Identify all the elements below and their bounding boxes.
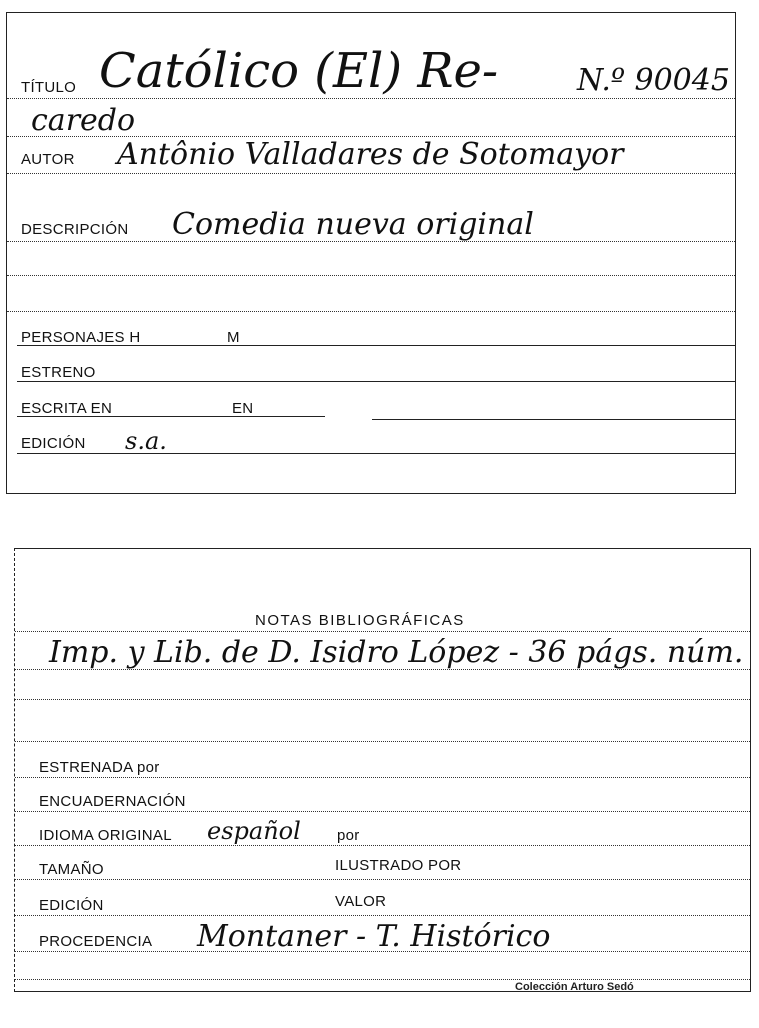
rule <box>7 311 735 312</box>
rule <box>15 811 750 812</box>
edicion-label: EDICIÓN <box>21 435 86 452</box>
rule <box>15 879 750 880</box>
rule <box>15 631 750 632</box>
autor-label: AUTOR <box>21 151 75 168</box>
rule <box>15 845 750 846</box>
tamano-label: TAMAÑO <box>39 861 104 878</box>
autor-value: Antônio Valladares de Sotomayor <box>117 137 624 172</box>
idioma-value: español <box>207 817 301 845</box>
en-label: EN <box>232 400 254 417</box>
collection-footer: Colección Arturo Sedó <box>515 981 634 993</box>
edicion-value: s.a. <box>125 427 167 455</box>
por-label: por <box>337 827 360 844</box>
titulo-label: TÍTULO <box>21 79 77 96</box>
rule <box>15 777 750 778</box>
escrita-en-label: ESCRITA EN <box>21 400 113 417</box>
procedencia-value: Montaner - T. Histórico <box>197 919 551 954</box>
descripcion-value: Comedia nueva original <box>172 207 534 242</box>
rule <box>15 669 750 670</box>
edicion-label-2: EDICIÓN <box>39 897 104 914</box>
rule <box>15 741 750 742</box>
titulo-continuation: caredo <box>31 103 136 138</box>
idioma-label: IDIOMA ORIGINAL <box>39 827 172 844</box>
estrenada-label: ESTRENADA por <box>39 759 160 776</box>
titulo-value: Católico (El) Re- <box>99 43 499 99</box>
personajes-m-label: M <box>227 329 240 346</box>
valor-label: VALOR <box>335 893 387 910</box>
encuadernacion-label: ENCUADERNACIÓN <box>39 793 186 810</box>
personajes-h-label: PERSONAJES H <box>21 329 141 346</box>
ilustrado-label: ILUSTRADO POR <box>335 857 462 874</box>
rule <box>7 173 735 174</box>
estreno-label: ESTRENO <box>21 364 96 381</box>
rule <box>15 699 750 700</box>
rule <box>15 979 750 980</box>
descripcion-label: DESCRIPCIÓN <box>21 221 129 238</box>
rule <box>372 419 735 420</box>
notas-value: Imp. y Lib. de D. Isidro López - 36 págs. núm. <box>49 635 744 670</box>
rule <box>7 275 735 276</box>
notas-heading: NOTAS BIBLIOGRÁFICAS <box>255 612 465 629</box>
catalog-card-back <box>14 548 751 992</box>
rule <box>17 381 735 382</box>
rule <box>15 915 750 916</box>
procedencia-label: PROCEDENCIA <box>39 933 153 950</box>
catalog-card-front <box>6 12 736 494</box>
registro-number: N.º 90045 <box>577 63 730 98</box>
